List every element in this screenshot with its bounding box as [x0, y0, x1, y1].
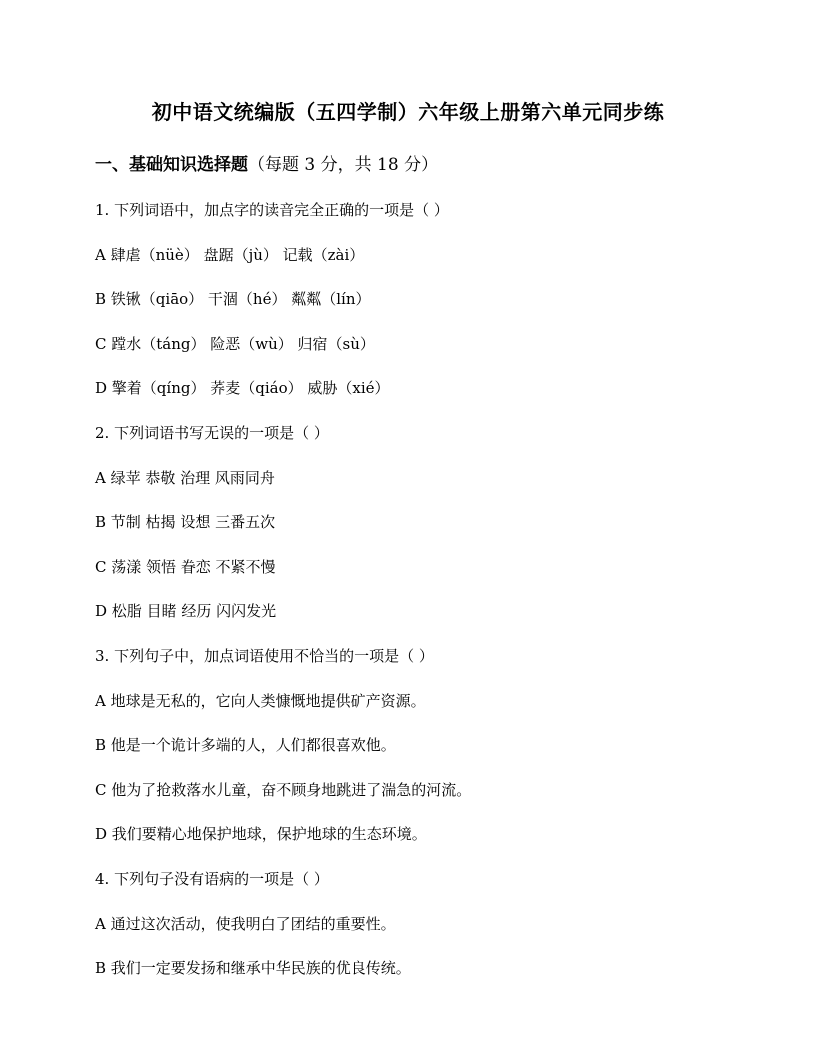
question-4-stem: 4. 下列句子没有语病的一项是（ ）	[95, 869, 329, 888]
question-3-option-b: B 他是一个诡计多端的人，人们都很喜欢他。	[95, 736, 396, 755]
question-3-option-d: D 我们要精心地保护地球，保护地球的生态环境。	[95, 825, 427, 844]
question-1-stem: 1. 下列词语中，加点字的读音完全正确的一项是（ ）	[95, 201, 449, 219]
section-heading-note: （每题 3 分，共 18 分）	[248, 155, 439, 175]
question-2-stem: 2. 下列词语书写无误的一项是（ ）	[95, 423, 329, 442]
question-2-option-d: D 松脂 目睹 经历 闪闪发光	[95, 602, 277, 621]
question-1-option-a: A 肆虐（nüè） 盘踞（jù） 记载（zài）	[95, 245, 365, 264]
question-list	[95, 196, 735, 999]
page-title: 初中语文统编版（五四学制）六年级上册第六单元同步练	[151, 100, 665, 124]
question-4-option-b: B 我们一定要发扬和继承中华民族的优良传统。	[95, 959, 411, 978]
question-3-option-a: A 地球是无私的，它向人类慷慨地提供矿产资源。	[95, 691, 426, 710]
question-3-option-c: C 他为了抢救落水儿童，奋不顾身地跳进了湍急的河流。	[95, 780, 472, 799]
question-2-option-a: A 绿苹 恭敬 治理 风雨同舟	[95, 468, 275, 487]
question-4-option-a: A 通过这次活动，使我明白了团结的重要性。	[95, 914, 396, 933]
question-2-option-c: C 荡漾 领悟 眷恋 不紧不慢	[95, 557, 276, 576]
question-2-option-b: B 节制 枯揭 设想 三番五次	[95, 513, 276, 532]
question-1-option-d: D 擎着（qíng） 荞麦（qiáo） 威胁（xié）	[95, 379, 390, 398]
question-1-option-b: B 铁锹（qiāo） 干涸（hé） 粼粼（lín）	[95, 290, 371, 309]
section-heading-label: 一、基础知识选择题	[95, 155, 248, 175]
section-heading	[95, 150, 438, 175]
question-3-stem: 3. 下列句子中，加点词语使用不恰当的一项是（ ）	[95, 646, 434, 665]
question-1-option-c: C 蹚水（táng） 险恶（wù） 归宿（sù）	[95, 334, 375, 353]
